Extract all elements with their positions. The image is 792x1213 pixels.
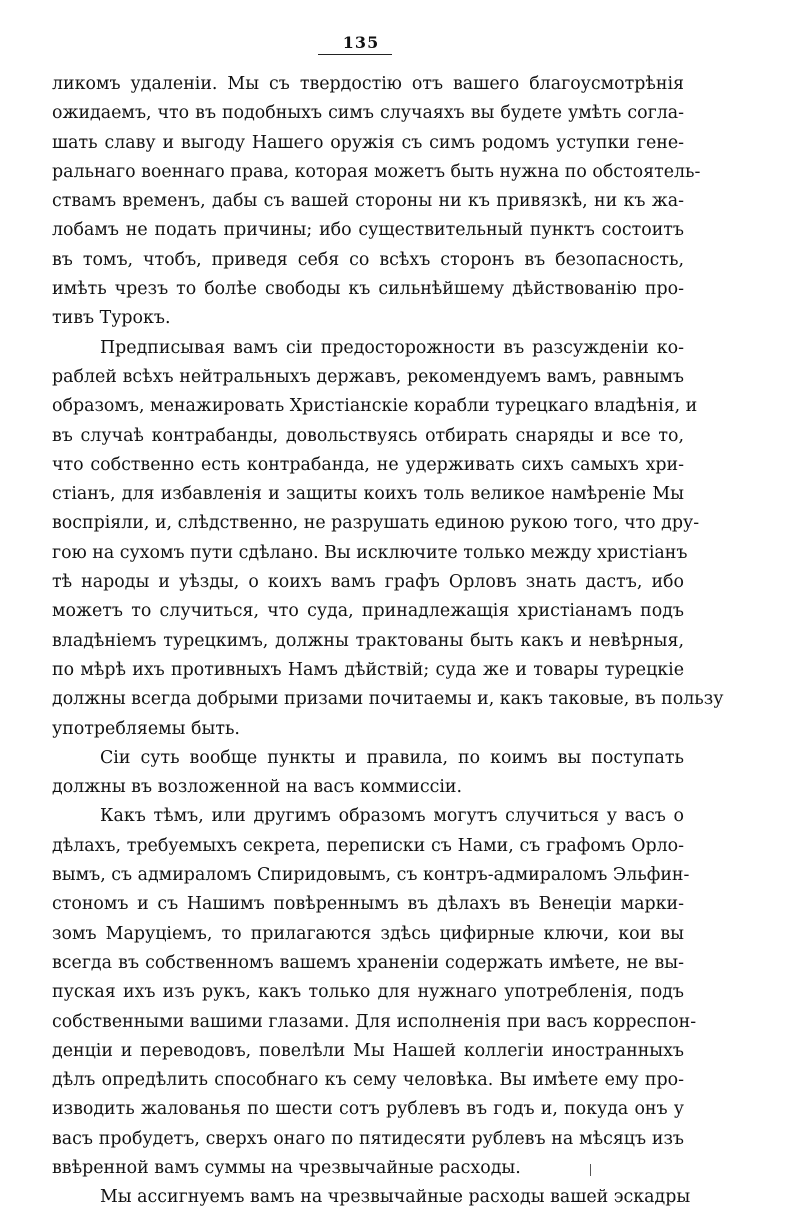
text-line: что собственно есть контрабанда, не удерживать сихъ самыхъ хри- <box>52 454 684 475</box>
text-line: гою на сухомъ пути сдѣлано. Вы исключите только между христіанъ <box>52 542 688 563</box>
text-line: ввѣренной вамъ суммы на чрезвычайные расходы. <box>52 1157 521 1178</box>
text-line: въ томъ, чтобъ, приведя себя со всѣхъ сторонъ въ безопасность, <box>52 249 684 270</box>
text-line: стономъ и съ Нашимъ повѣреннымъ въ дѣлахъ въ Венеціи марки- <box>52 894 684 915</box>
text-line: владѣніемъ турецкимъ, должны трактованы быть какъ и невѣрныя, <box>52 630 684 651</box>
text-line: дѣлахъ, требуемыхъ секрета, переписки съ Нами, съ графомъ Орло- <box>52 835 684 856</box>
text-line: шать славу и выгоду Нашего оружія съ симъ родомъ уступки гене- <box>52 132 684 153</box>
text-line: должны всегда добрыми призами почитаемы и, какъ таковые, въ пользу <box>52 689 724 710</box>
text-line: тѣ народы и уѣзды, о коихъ вамъ графъ Орловъ знать дастъ, ибо <box>52 572 684 593</box>
text-line: лобамъ не подать причины; ибо существительный пунктъ состоитъ <box>52 220 684 241</box>
text-line: можетъ то случиться, что суда, принадлежащія христіанамъ подъ <box>52 601 684 622</box>
text-line: имѣть чрезъ то болѣе свободы къ сильнѣйшему дѣйствованію про- <box>52 279 684 300</box>
paragraph-start-line: Какъ тѣмъ, или другимъ образомъ могутъ случиться у васъ о <box>100 806 684 827</box>
text-line: ликомъ удаленіи. Мы съ твердостію отъ вашего благоусмотрѣнія <box>52 74 684 94</box>
paragraph-start-line: Мы ассигнуемъ вамъ на чрезвычайные расходы вашей эскадры <box>100 1187 691 1208</box>
paragraph-start-line: Предписывая вамъ сіи предосторожности въ разсужденіи ко- <box>100 337 684 358</box>
text-line: дѣлъ опредѣлить способнаго къ сему человѣка. Вы имѣете ему про- <box>52 1070 684 1091</box>
text-line: стіанъ, для избавленія и защиты коихъ толь великое намѣреніе Мы <box>52 484 684 505</box>
text-line: васъ пробудетъ, сверхъ онаго по пятидесяти рублевъ на мѣсяцъ изъ <box>52 1128 684 1149</box>
text-line: зомъ Маруціемъ, то прилагаются здѣсь цифирные ключи, кои вы <box>52 923 684 944</box>
text-line: пуская ихъ изъ рукъ, какъ только для нужнаго употребленія, подъ <box>52 982 684 1003</box>
scan-mark <box>590 1164 591 1176</box>
header-rule <box>318 54 392 55</box>
text-line: изводить жалованья по шести сотъ рублевъ въ годъ и, покуда онъ у <box>52 1099 684 1120</box>
text-line: по мѣрѣ ихъ противныхъ Намъ дѣйствій; суда же и товары турецкіе <box>52 659 684 680</box>
text-line: денціи и переводовъ, повелѣли Мы Нашей коллегіи иностранныхъ <box>52 1040 684 1061</box>
text-line: вымъ, съ адмираломъ Спиридовымъ, съ контръ-адмираломъ Эльфин- <box>52 865 690 886</box>
body-text <box>52 70 724 1213</box>
text-line: должны въ возложенной на васъ коммиссіи. <box>52 777 463 798</box>
text-line: раблей всѣхъ нейтральныхъ державъ, рекомендуемъ вамъ, равнымъ <box>52 366 684 387</box>
paragraph-start-line: Сіи суть вообще пункты и правила, по коимъ вы поступать <box>100 747 684 768</box>
text-line: образомъ, менажировать Христіанскіе корабли турецкаго владѣнія, и <box>52 396 698 417</box>
text-line: употребляемы быть. <box>52 718 240 739</box>
text-line: собственными вашими глазами. Для исполненія при васъ корреспон- <box>52 1011 697 1032</box>
text-line: ожидаемъ, что въ подобныхъ симъ случаяхъ вы будете умѣть согла- <box>52 103 684 124</box>
text-line: тивъ Турокъ. <box>52 308 171 329</box>
text-line: ральнаго военнаго права, которая можетъ быть нужна по обстоятель- <box>52 161 701 182</box>
text-line: воспріяли, и, слѣдственно, не разрушать единою рукою того, что дру- <box>52 513 700 534</box>
text-line: всегда въ собственномъ вашемъ храненіи содержать имѣете, не вы- <box>52 952 684 973</box>
page-number: 135 <box>342 33 380 52</box>
text-line: въ случаѣ контрабанды, довольствуясь отбирать снаряды и все то, <box>52 425 684 446</box>
text-line: ствамъ временъ, дабы съ вашей стороны ни къ привязкѣ, ни къ жа- <box>52 191 684 212</box>
